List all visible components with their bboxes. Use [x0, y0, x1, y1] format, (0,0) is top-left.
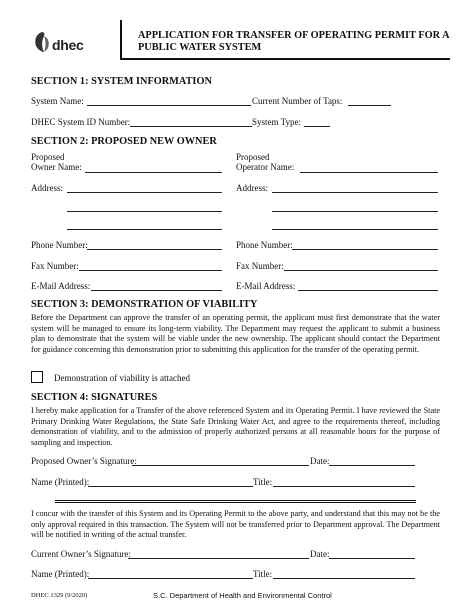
owner-address-field-3[interactable] [67, 229, 222, 230]
title-box [120, 20, 450, 60]
proposed-title-field[interactable] [273, 486, 415, 487]
palmetto-leaf-icon [32, 30, 52, 54]
owner-phone-field[interactable] [87, 249, 222, 250]
system-name-label: System Name: [31, 96, 84, 106]
operator-fax-label: Fax Number: [236, 261, 284, 271]
taps-label: Current Number of Taps: [252, 96, 343, 106]
current-title-field[interactable] [273, 578, 415, 579]
footer-form-number: DHEC 1329 (9/2020) [31, 592, 88, 599]
proposed-signature-field[interactable] [132, 465, 309, 466]
current-title-label: Title: [253, 569, 273, 579]
header [30, 20, 448, 68]
operator-phone-label: Phone Number: [236, 240, 293, 250]
section2-heading: SECTION 2: PROPOSED NEW OWNER [31, 136, 217, 147]
proposed-title-label: Title: [253, 477, 273, 487]
dhec-logo [30, 28, 100, 58]
proposed-date-field[interactable] [329, 465, 415, 466]
owner-label-line1: Proposed [31, 152, 65, 162]
operator-label-line2: Operator Name: [236, 162, 295, 172]
owner-name-field[interactable] [85, 172, 222, 173]
operator-label-line1: Proposed [236, 152, 270, 162]
current-signature-field[interactable] [128, 558, 309, 559]
operator-email-field[interactable] [298, 290, 438, 291]
owner-email-field[interactable] [91, 290, 222, 291]
operator-phone-field[interactable] [292, 249, 438, 250]
system-id-label: DHEC System ID Number: [31, 117, 131, 127]
application-paragraph: I hereby make application for a Transfer of the above referenced System and its Operating Permit. I have reviewed the State Primary Drinking Water Regulations, the State Safe Drinking Water Act, and agree to the requirements thereof, including demonstration of viability, and to the admission of properly authorized persons at all reasonable hours for the purpose of sampling and inspection. [31, 406, 440, 447]
owner-fax-field[interactable] [79, 270, 222, 271]
owner-address-field-1[interactable] [67, 192, 222, 193]
system-type-field[interactable] [304, 126, 330, 127]
proposed-name-field[interactable] [88, 486, 253, 487]
current-date-field[interactable] [329, 558, 415, 559]
owner-email-label: E-Mail Address: [31, 281, 91, 291]
viability-checkbox-label: Demonstration of viability is attached [54, 373, 190, 383]
section1-heading: SECTION 1: SYSTEM INFORMATION [31, 76, 212, 87]
operator-address-field-1[interactable] [272, 192, 438, 193]
current-signature-label: Current Owner’s Signature: [31, 549, 131, 559]
section4-heading: SECTION 4: SIGNATURES [31, 392, 158, 403]
proposed-signature-label: Proposed Owner’s Signature: [31, 456, 137, 466]
owner-address-field-2[interactable] [67, 211, 222, 212]
proposed-date-label: Date: [310, 456, 330, 466]
operator-address-field-2[interactable] [272, 211, 438, 212]
owner-fax-label: Fax Number: [31, 261, 79, 271]
form-title-line2: PUBLIC WATER SYSTEM [138, 42, 262, 53]
owner-label-line2: Owner Name: [31, 162, 82, 172]
operator-name-field[interactable] [300, 172, 438, 173]
current-date-label: Date: [310, 549, 330, 559]
viability-paragraph: Before the Department can approve the transfer of an operating permit, the applicant must first demonstrate that the water system will be managed to ensure its long-term viability. The Department may request the applicant to submit a business plan to demonstrate that the system will be viable under the new ownership. The applicant should contact the Department for guidance concerning this demonstration prior to submitting this application for the transfer of the operating permit. [31, 313, 440, 354]
current-name-field[interactable] [88, 578, 253, 579]
proposed-name-label: Name (Printed): [31, 477, 90, 487]
owner-address-label: Address: [31, 183, 63, 193]
section3-heading: SECTION 3: DEMONSTRATION OF VIABILITY [31, 299, 258, 310]
current-name-label: Name (Printed): [31, 569, 90, 579]
logo-text: dhec [52, 37, 84, 53]
operator-email-label: E-Mail Address: [236, 281, 296, 291]
viability-checkbox[interactable] [31, 371, 43, 383]
system-name-field[interactable] [87, 105, 251, 106]
system-type-label: System Type: [252, 117, 301, 127]
owner-phone-label: Phone Number: [31, 240, 88, 250]
operator-fax-field[interactable] [284, 270, 438, 271]
operator-address-field-3[interactable] [272, 229, 438, 230]
system-id-field[interactable] [130, 126, 252, 127]
concurrence-paragraph: I concur with the transfer of this System and its Operating Permit to the above party, and understand that this may not be the only approval required in this transaction. The System will not be transferred prior to Department approval. The Department will be notified in writing of the actual transfer. [31, 509, 440, 540]
section-divider [55, 500, 416, 503]
form-title-line1: APPLICATION FOR TRANSFER OF OPERATING PERMIT FOR A [138, 30, 450, 41]
operator-address-label: Address: [236, 183, 268, 193]
taps-field[interactable] [348, 105, 391, 106]
footer-department: S.C. Department of Health and Environmental Control [153, 591, 332, 600]
